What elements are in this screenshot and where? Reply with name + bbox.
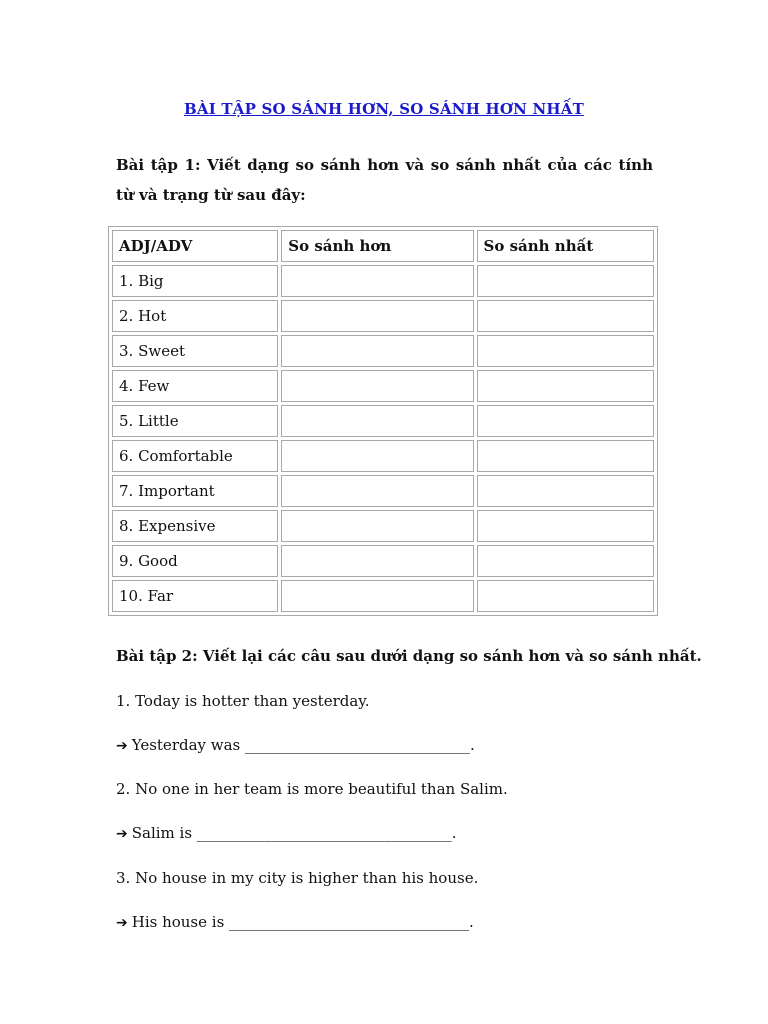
answer-text-1: Yesterday was ______________________________. [131,736,475,754]
comparative-answer-cell[interactable] [281,440,473,472]
header-cell-adj-adv: ADJ/ADV [112,230,278,262]
comparative-answer-cell[interactable] [281,405,473,437]
comparative-answer-cell[interactable] [281,545,473,577]
table-row [112,405,654,437]
document-title: BÀI TẬP SO SÁNH HƠN, SO SÁNH HƠN NHẤT [184,100,584,118]
superlative-answer-cell[interactable] [477,580,654,612]
comparative-answer-cell[interactable] [281,265,473,297]
superlative-answer-cell[interactable] [477,545,654,577]
header-cell-comparative: So sánh hơn [281,230,473,262]
comparative-answer-cell[interactable] [281,475,473,507]
table-row [112,335,654,367]
comparative-answer-cell[interactable] [281,580,473,612]
answer-text-2: Salim is __________________________________. [131,824,457,842]
word-cell: 1. Big [112,265,278,297]
arrow-right-icon: ➔ [116,738,128,754]
word-cell: 5. Little [112,405,278,437]
arrow-right-icon: ➔ [116,826,128,842]
word-cell: 7. Important [112,475,278,507]
answer-line-2 [116,824,457,842]
superlative-answer-cell[interactable] [477,405,654,437]
answer-line-3 [116,913,474,931]
table-row [112,545,654,577]
answer-line-1 [116,736,475,754]
header-cell-superlative: So sánh nhất [477,230,654,262]
superlative-answer-cell[interactable] [477,300,654,332]
comparison-table [108,226,658,616]
table-row [112,475,654,507]
table-row [112,510,654,542]
table-header-row [112,230,654,262]
word-cell: 2. Hot [112,300,278,332]
word-cell: 4. Few [112,370,278,402]
superlative-answer-cell[interactable] [477,440,654,472]
superlative-answer-cell[interactable] [477,510,654,542]
word-cell: 9. Good [112,545,278,577]
sentence-3: 3. No house in my city is higher than his house. [116,869,479,887]
word-cell: 8. Expensive [112,510,278,542]
comparative-answer-cell[interactable] [281,335,473,367]
superlative-answer-cell[interactable] [477,335,654,367]
word-cell: 6. Comfortable [112,440,278,472]
sentence-2: 2. No one in her team is more beautiful than Salim. [116,780,508,798]
answer-text-3: His house is ________________________________. [131,913,474,931]
table-row [112,370,654,402]
comparative-answer-cell[interactable] [281,510,473,542]
exercise-1-heading: Bài tập 1: Viết dạng so sánh hơn và so sánh nhất của các tính từ và trạng từ sau đây: [116,156,653,204]
sentence-1: 1. Today is hotter than yesterday. [116,692,370,710]
table-row [112,440,654,472]
word-cell: 10. Far [112,580,278,612]
superlative-answer-cell[interactable] [477,475,654,507]
superlative-answer-cell[interactable] [477,370,654,402]
comparative-answer-cell[interactable] [281,370,473,402]
table-row [112,580,654,612]
superlative-answer-cell[interactable] [477,265,654,297]
table-row [112,300,654,332]
comparative-answer-cell[interactable] [281,300,473,332]
arrow-right-icon: ➔ [116,915,128,931]
table-row [112,265,654,297]
exercise-2-heading: Bài tập 2: Viết lại các câu sau dưới dạng so sánh hơn và so sánh nhất. [116,647,702,665]
word-cell: 3. Sweet [112,335,278,367]
